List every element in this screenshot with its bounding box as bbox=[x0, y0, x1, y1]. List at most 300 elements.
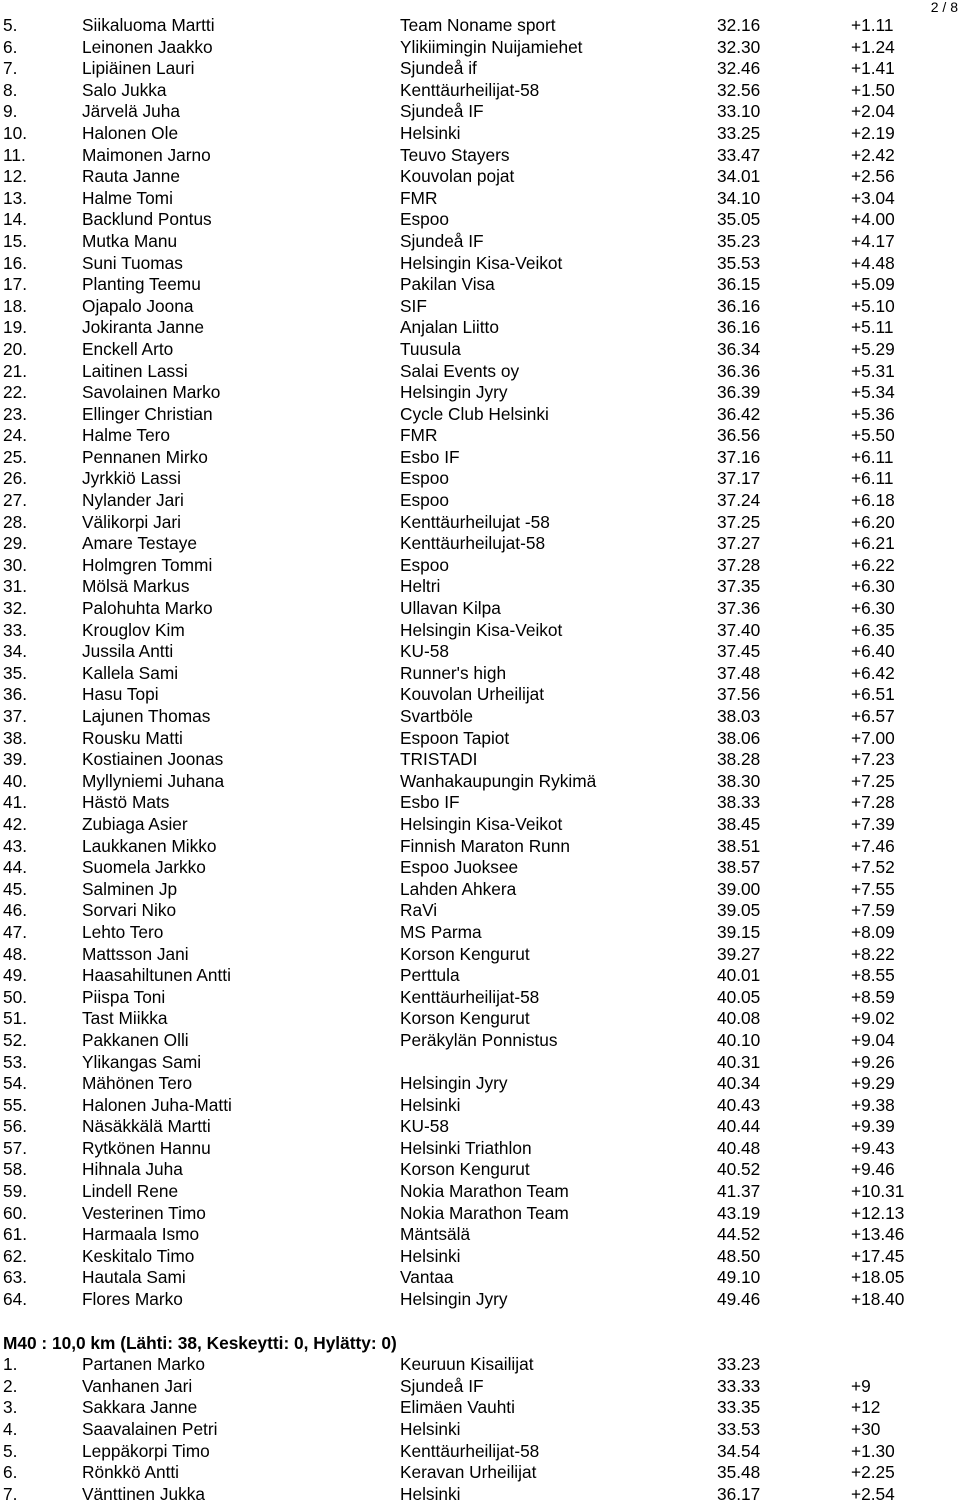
result-name: Rytkönen Hannu bbox=[82, 1137, 211, 1158]
result-diff: +7.46 bbox=[851, 835, 895, 856]
result-time: 36.17 bbox=[717, 1483, 761, 1504]
result-time: 37.56 bbox=[717, 684, 761, 705]
result-time: 38.28 bbox=[717, 749, 761, 770]
result-position: 20. bbox=[3, 338, 28, 359]
result-row bbox=[0, 1073, 960, 1095]
result-name: Leppäkorpi Timo bbox=[82, 1440, 210, 1461]
result-diff: +7.23 bbox=[851, 749, 895, 770]
result-row bbox=[0, 922, 960, 944]
result-row bbox=[0, 15, 960, 37]
result-club: Teuvo Stayers bbox=[400, 144, 510, 165]
result-time: 37.48 bbox=[717, 662, 761, 683]
result-row bbox=[0, 274, 960, 296]
result-row bbox=[0, 836, 960, 858]
result-position: 56. bbox=[3, 1116, 28, 1137]
result-club: FMR bbox=[400, 187, 438, 208]
result-club: Sjundeå IF bbox=[400, 1375, 484, 1396]
result-row bbox=[0, 123, 960, 145]
result-diff: +7.28 bbox=[851, 792, 895, 813]
section-heading: M40 : 10,0 km (Lähti: 38, Keskeytti: 0, Hylätty: 0) bbox=[3, 1332, 397, 1353]
result-club: Runner's high bbox=[400, 662, 507, 683]
result-diff: +9.26 bbox=[851, 1051, 895, 1072]
result-diff: +1.30 bbox=[851, 1440, 895, 1461]
result-name: Lajunen Thomas bbox=[82, 706, 211, 726]
result-time: 33.33 bbox=[717, 1375, 761, 1396]
result-position: 6. bbox=[3, 1462, 18, 1483]
result-diff: +1.11 bbox=[851, 15, 894, 35]
result-name: Lehto Tero bbox=[82, 921, 164, 942]
result-diff: +2.42 bbox=[851, 144, 895, 165]
result-time: 36.56 bbox=[717, 425, 761, 446]
result-time: 35.05 bbox=[717, 209, 761, 230]
result-club: Tuusula bbox=[400, 338, 461, 359]
result-row bbox=[0, 1484, 960, 1505]
result-diff: +4.48 bbox=[851, 252, 895, 273]
result-club: Perttula bbox=[400, 965, 460, 986]
result-time: 43.19 bbox=[717, 1202, 761, 1223]
result-name: Pakkanen Olli bbox=[82, 1029, 189, 1050]
result-row bbox=[0, 965, 960, 987]
result-name: Enckell Arto bbox=[82, 338, 174, 359]
result-time: 38.33 bbox=[717, 792, 761, 813]
result-name: Rönkkö Antti bbox=[82, 1462, 180, 1483]
result-time: 48.50 bbox=[717, 1245, 761, 1266]
result-row bbox=[0, 58, 960, 80]
result-club: TRISTADI bbox=[400, 749, 478, 770]
result-diff: +2.19 bbox=[851, 122, 895, 143]
result-position: 58. bbox=[3, 1159, 28, 1180]
result-row bbox=[0, 987, 960, 1009]
result-position: 3. bbox=[3, 1397, 18, 1418]
result-position: 60. bbox=[3, 1202, 28, 1223]
result-diff: +2.04 bbox=[851, 101, 895, 122]
result-row bbox=[0, 1397, 960, 1419]
result-diff: +6.30 bbox=[851, 576, 895, 597]
result-position: 25. bbox=[3, 446, 28, 467]
result-club: Salai Events oy bbox=[400, 360, 520, 381]
result-club: Korson Kengurut bbox=[400, 1008, 530, 1029]
result-club: MS Parma bbox=[400, 921, 482, 942]
result-row bbox=[0, 1376, 960, 1398]
result-row bbox=[0, 382, 960, 404]
result-club: Espoo Juoksee bbox=[400, 857, 519, 878]
result-club: Lahden Ahkera bbox=[400, 878, 517, 899]
result-position: 49. bbox=[3, 965, 28, 986]
result-club: Espoo bbox=[400, 468, 450, 489]
result-time: 36.16 bbox=[717, 317, 761, 338]
result-row bbox=[0, 1354, 960, 1376]
result-time: 36.15 bbox=[717, 274, 761, 295]
result-name: Sorvari Niko bbox=[82, 900, 177, 921]
result-name: Mattsson Jani bbox=[82, 943, 189, 964]
result-club: Esbo IF bbox=[400, 446, 460, 467]
result-position: 38. bbox=[3, 727, 28, 748]
result-name: Halonen Ole bbox=[82, 122, 179, 143]
result-diff: +9.46 bbox=[851, 1159, 895, 1180]
result-time: 34.54 bbox=[717, 1440, 761, 1461]
result-club: Helsinki bbox=[400, 1094, 461, 1115]
result-diff: +5.29 bbox=[851, 338, 895, 359]
result-diff: +7.52 bbox=[851, 857, 895, 878]
result-name: Halme Tomi bbox=[82, 187, 173, 208]
result-name: Piispa Toni bbox=[82, 986, 166, 1007]
result-time: 37.35 bbox=[717, 576, 761, 597]
result-club: Helsinki Triathlon bbox=[400, 1137, 532, 1158]
result-row bbox=[0, 576, 960, 598]
result-diff: +30 bbox=[851, 1419, 881, 1439]
result-name: Lindell Rene bbox=[82, 1181, 179, 1202]
result-position: 36. bbox=[3, 684, 28, 705]
result-time: 38.30 bbox=[717, 770, 761, 791]
result-club: Helsinki bbox=[400, 1245, 461, 1266]
result-club: Anjalan Liitto bbox=[400, 317, 499, 338]
result-row bbox=[0, 317, 960, 339]
result-diff: +5.34 bbox=[851, 382, 895, 403]
result-position: 63. bbox=[3, 1267, 28, 1288]
result-position: 10. bbox=[3, 122, 28, 143]
result-position: 13. bbox=[3, 187, 28, 208]
result-diff: +5.50 bbox=[851, 425, 895, 446]
result-club: Pakilan Visa bbox=[400, 274, 495, 295]
result-position: 21. bbox=[3, 360, 28, 381]
result-time: 35.53 bbox=[717, 252, 761, 273]
result-name: Hasu Topi bbox=[82, 684, 159, 705]
result-club: Cycle Club Helsinki bbox=[400, 403, 549, 424]
result-club: KU-58 bbox=[400, 1116, 449, 1137]
result-club: KU-58 bbox=[400, 641, 449, 662]
result-club: Helsingin Kisa-Veikot bbox=[400, 813, 563, 834]
result-club: Kouvolan Urheilijat bbox=[400, 684, 545, 705]
result-position: 57. bbox=[3, 1137, 28, 1158]
result-row bbox=[0, 468, 960, 490]
result-time: 37.45 bbox=[717, 641, 761, 662]
result-diff: +8.09 bbox=[851, 921, 895, 942]
result-name: Keskitalo Timo bbox=[82, 1245, 195, 1266]
result-time: 40.52 bbox=[717, 1159, 761, 1180]
result-name: Nylander Jari bbox=[82, 490, 184, 511]
result-club: Kenttäurheilijat-58 bbox=[400, 986, 540, 1007]
result-row bbox=[0, 1181, 960, 1203]
result-name: Kostiainen Joonas bbox=[82, 749, 224, 770]
result-diff: +9.38 bbox=[851, 1094, 895, 1115]
result-time: 39.27 bbox=[717, 943, 761, 964]
result-diff: +2.56 bbox=[851, 166, 895, 187]
result-time: 37.17 bbox=[717, 468, 761, 489]
result-time: 33.25 bbox=[717, 122, 761, 143]
result-name: Rousku Matti bbox=[82, 727, 183, 748]
result-row bbox=[0, 209, 960, 231]
result-diff: +6.20 bbox=[851, 511, 895, 532]
result-row bbox=[0, 900, 960, 922]
result-name: Rauta Janne bbox=[82, 166, 181, 187]
result-diff: +8.59 bbox=[851, 986, 895, 1007]
result-name: Ylikangas Sami bbox=[82, 1051, 202, 1072]
result-position: 28. bbox=[3, 511, 28, 532]
result-position: 50. bbox=[3, 986, 28, 1007]
result-club: Helsingin Kisa-Veikot bbox=[400, 252, 563, 273]
result-position: 24. bbox=[3, 425, 28, 446]
result-time: 36.42 bbox=[717, 403, 761, 424]
result-diff: +5.09 bbox=[851, 274, 895, 295]
result-club: Kenttäurheilujat-58 bbox=[400, 533, 546, 554]
result-name: Salo Jukka bbox=[82, 79, 167, 100]
result-diff: +4.17 bbox=[851, 230, 895, 251]
result-position: 29. bbox=[3, 533, 28, 554]
result-club: Espoo bbox=[400, 554, 450, 575]
result-time: 33.10 bbox=[717, 101, 761, 122]
result-position: 46. bbox=[3, 900, 28, 921]
result-position: 17. bbox=[3, 274, 28, 295]
result-diff: +8.55 bbox=[851, 965, 895, 986]
result-name: Laukkanen Mikko bbox=[82, 835, 217, 856]
result-diff: +8.22 bbox=[851, 943, 895, 964]
result-time: 49.10 bbox=[717, 1267, 761, 1288]
result-diff: +10.31 bbox=[851, 1181, 905, 1202]
result-position: 7. bbox=[3, 1483, 18, 1504]
result-name: Backlund Pontus bbox=[82, 209, 212, 230]
result-time: 36.36 bbox=[717, 360, 761, 381]
result-position: 32. bbox=[3, 598, 28, 619]
result-time: 39.00 bbox=[717, 878, 761, 899]
result-position: 31. bbox=[3, 576, 28, 597]
result-position: 5. bbox=[3, 1440, 18, 1461]
result-time: 33.47 bbox=[717, 144, 761, 165]
result-row bbox=[0, 145, 960, 167]
result-position: 37. bbox=[3, 706, 28, 726]
result-name: Krouglov Kim bbox=[82, 619, 185, 640]
result-club: Ullavan Kilpa bbox=[400, 598, 501, 619]
result-name: Pennanen Mirko bbox=[82, 446, 208, 467]
result-row bbox=[0, 879, 960, 901]
result-club: Vantaa bbox=[400, 1267, 454, 1288]
result-diff: +5.11 bbox=[851, 317, 894, 338]
result-position: 19. bbox=[3, 317, 28, 338]
result-row bbox=[0, 425, 960, 447]
result-row bbox=[0, 101, 960, 123]
result-diff: +6.18 bbox=[851, 490, 895, 511]
result-club: FMR bbox=[400, 425, 438, 446]
result-time: 34.01 bbox=[717, 166, 761, 187]
result-name: Vanhanen Jari bbox=[82, 1375, 193, 1396]
result-time: 39.05 bbox=[717, 900, 761, 921]
result-row bbox=[0, 598, 960, 620]
result-row bbox=[0, 1441, 960, 1463]
result-name: Holmgren Tommi bbox=[82, 554, 213, 575]
result-time: 32.56 bbox=[717, 79, 761, 100]
result-row bbox=[0, 1008, 960, 1030]
result-time: 40.01 bbox=[717, 965, 761, 986]
result-row bbox=[0, 1138, 960, 1160]
result-row bbox=[0, 404, 960, 426]
result-name: Hihnala Juha bbox=[82, 1159, 183, 1180]
result-diff: +18.40 bbox=[851, 1289, 905, 1310]
result-diff: +6.57 bbox=[851, 706, 895, 726]
result-name: Saavalainen Petri bbox=[82, 1419, 218, 1439]
result-time: 40.05 bbox=[717, 986, 761, 1007]
result-position: 39. bbox=[3, 749, 28, 770]
result-row bbox=[0, 728, 960, 750]
result-position: 61. bbox=[3, 1224, 28, 1245]
result-row bbox=[0, 555, 960, 577]
result-club: Korson Kengurut bbox=[400, 1159, 530, 1180]
result-time: 36.34 bbox=[717, 338, 761, 359]
result-position: 47. bbox=[3, 921, 28, 942]
result-diff: +9 bbox=[851, 1375, 871, 1396]
result-name: Mutka Manu bbox=[82, 230, 178, 251]
result-name: Laitinen Lassi bbox=[82, 360, 188, 381]
result-name: Tast Miikka bbox=[82, 1008, 168, 1029]
result-club: Nokia Marathon Team bbox=[400, 1181, 569, 1202]
result-diff: +5.31 bbox=[851, 360, 895, 381]
result-row bbox=[0, 1289, 960, 1311]
result-club: Nokia Marathon Team bbox=[400, 1202, 569, 1223]
result-row bbox=[0, 1267, 960, 1289]
result-time: 36.39 bbox=[717, 382, 761, 403]
result-row bbox=[0, 857, 960, 879]
result-row bbox=[0, 620, 960, 642]
result-name: Kallela Sami bbox=[82, 662, 179, 683]
result-name: Vänttinen Jukka bbox=[82, 1483, 205, 1504]
result-club: Team Noname sport bbox=[400, 15, 556, 35]
result-club: Sjundeå if bbox=[400, 58, 477, 79]
result-diff: +6.35 bbox=[851, 619, 895, 640]
result-time: 49.46 bbox=[717, 1289, 761, 1310]
result-diff: +7.55 bbox=[851, 878, 895, 899]
result-name: Vesterinen Timo bbox=[82, 1202, 206, 1223]
result-name: Jussila Antti bbox=[82, 641, 174, 662]
result-diff: +13.46 bbox=[851, 1224, 905, 1245]
result-diff: +2.25 bbox=[851, 1462, 895, 1483]
result-row bbox=[0, 512, 960, 534]
result-position: 52. bbox=[3, 1029, 28, 1050]
result-position: 55. bbox=[3, 1094, 28, 1115]
result-time: 37.24 bbox=[717, 490, 761, 511]
result-diff: +7.00 bbox=[851, 727, 895, 748]
result-diff: +6.42 bbox=[851, 662, 895, 683]
result-row bbox=[0, 706, 960, 728]
result-club: Espoo bbox=[400, 490, 450, 511]
result-position: 7. bbox=[3, 58, 18, 79]
result-diff: +1.41 bbox=[851, 58, 895, 79]
result-diff: +9.39 bbox=[851, 1116, 895, 1137]
result-row bbox=[0, 1246, 960, 1268]
result-position: 41. bbox=[3, 792, 28, 813]
result-club: Elimäen Vauhti bbox=[400, 1397, 515, 1418]
result-name: Savolainen Marko bbox=[82, 382, 221, 403]
page-number: 2 / 8 bbox=[930, 0, 958, 15]
result-row bbox=[0, 188, 960, 210]
result-name: Jyrkkiö Lassi bbox=[82, 468, 181, 489]
result-position: 34. bbox=[3, 641, 28, 662]
result-time: 40.08 bbox=[717, 1008, 761, 1029]
result-position: 16. bbox=[3, 252, 28, 273]
result-row bbox=[0, 1052, 960, 1074]
result-name: Ellinger Christian bbox=[82, 403, 213, 424]
result-club: Sjundeå IF bbox=[400, 101, 484, 122]
result-name: Lipiäinen Lauri bbox=[82, 58, 195, 79]
result-diff: +6.40 bbox=[851, 641, 895, 662]
result-diff: +6.11 bbox=[851, 446, 894, 467]
result-row bbox=[0, 1419, 960, 1441]
result-diff: +6.22 bbox=[851, 554, 895, 575]
result-club: Ylikiimingin Nuijamiehet bbox=[400, 36, 583, 57]
result-club: Kouvolan pojat bbox=[400, 166, 515, 187]
result-position: 43. bbox=[3, 835, 28, 856]
section-gap bbox=[0, 1311, 960, 1333]
result-club: Mäntsälä bbox=[400, 1224, 471, 1245]
result-position: 2. bbox=[3, 1375, 18, 1396]
result-time: 33.53 bbox=[717, 1419, 761, 1439]
result-time: 38.57 bbox=[717, 857, 761, 878]
result-club: Keravan Urheilijat bbox=[400, 1462, 537, 1483]
result-diff: +5.36 bbox=[851, 403, 895, 424]
result-position: 30. bbox=[3, 554, 28, 575]
result-name: Palohuhta Marko bbox=[82, 598, 213, 619]
result-club: Esbo IF bbox=[400, 792, 460, 813]
result-position: 27. bbox=[3, 490, 28, 511]
result-name: Näsäkkälä Martti bbox=[82, 1116, 211, 1137]
result-time: 41.37 bbox=[717, 1181, 761, 1202]
result-time: 39.15 bbox=[717, 921, 761, 942]
result-position: 42. bbox=[3, 813, 28, 834]
result-time: 33.23 bbox=[717, 1354, 761, 1375]
result-diff: +6.21 bbox=[851, 533, 895, 554]
result-name: Harmaala Ismo bbox=[82, 1224, 200, 1245]
result-name: Zubiaga Asier bbox=[82, 813, 188, 834]
result-row bbox=[0, 1462, 960, 1484]
result-time: 35.48 bbox=[717, 1462, 761, 1483]
result-position: 51. bbox=[3, 1008, 28, 1029]
result-name: Ojapalo Joona bbox=[82, 295, 194, 316]
result-club: Helsingin Jyry bbox=[400, 382, 508, 403]
result-row bbox=[0, 792, 960, 814]
result-position: 48. bbox=[3, 943, 28, 964]
result-club: Heltri bbox=[400, 576, 441, 597]
result-club: Helsinki bbox=[400, 1483, 461, 1504]
result-row bbox=[0, 771, 960, 793]
result-position: 6. bbox=[3, 36, 18, 57]
result-club: Helsinki bbox=[400, 122, 461, 143]
result-name: Hästö Mats bbox=[82, 792, 170, 813]
result-position: 12. bbox=[3, 166, 28, 187]
result-diff: +9.02 bbox=[851, 1008, 895, 1029]
result-name: Myllyniemi Juhana bbox=[82, 770, 225, 791]
result-position: 1. bbox=[3, 1354, 18, 1375]
result-row bbox=[0, 1116, 960, 1138]
result-club: Kenttäurheilujat -58 bbox=[400, 511, 550, 532]
result-name: Järvelä Juha bbox=[82, 101, 180, 122]
result-name: Salminen Jp bbox=[82, 878, 178, 899]
result-name: Amare Testaye bbox=[82, 533, 197, 554]
result-time: 44.52 bbox=[717, 1224, 761, 1245]
result-name: Siikaluoma Martti bbox=[82, 15, 215, 35]
result-time: 35.23 bbox=[717, 230, 761, 251]
result-name: Maimonen Jarno bbox=[82, 144, 211, 165]
result-diff: +1.50 bbox=[851, 79, 895, 100]
result-time: 38.06 bbox=[717, 727, 761, 748]
result-time: 32.16 bbox=[717, 15, 761, 35]
result-name: Suni Tuomas bbox=[82, 252, 183, 273]
result-row bbox=[0, 231, 960, 253]
result-club: Wanhakaupungin Rykimä bbox=[400, 770, 597, 791]
result-row bbox=[0, 253, 960, 275]
result-position: 11. bbox=[3, 144, 26, 165]
result-time: 38.45 bbox=[717, 813, 761, 834]
result-row bbox=[0, 749, 960, 771]
result-club: Keuruun Kisailijat bbox=[400, 1354, 534, 1375]
result-row bbox=[0, 663, 960, 685]
result-row bbox=[0, 1095, 960, 1117]
